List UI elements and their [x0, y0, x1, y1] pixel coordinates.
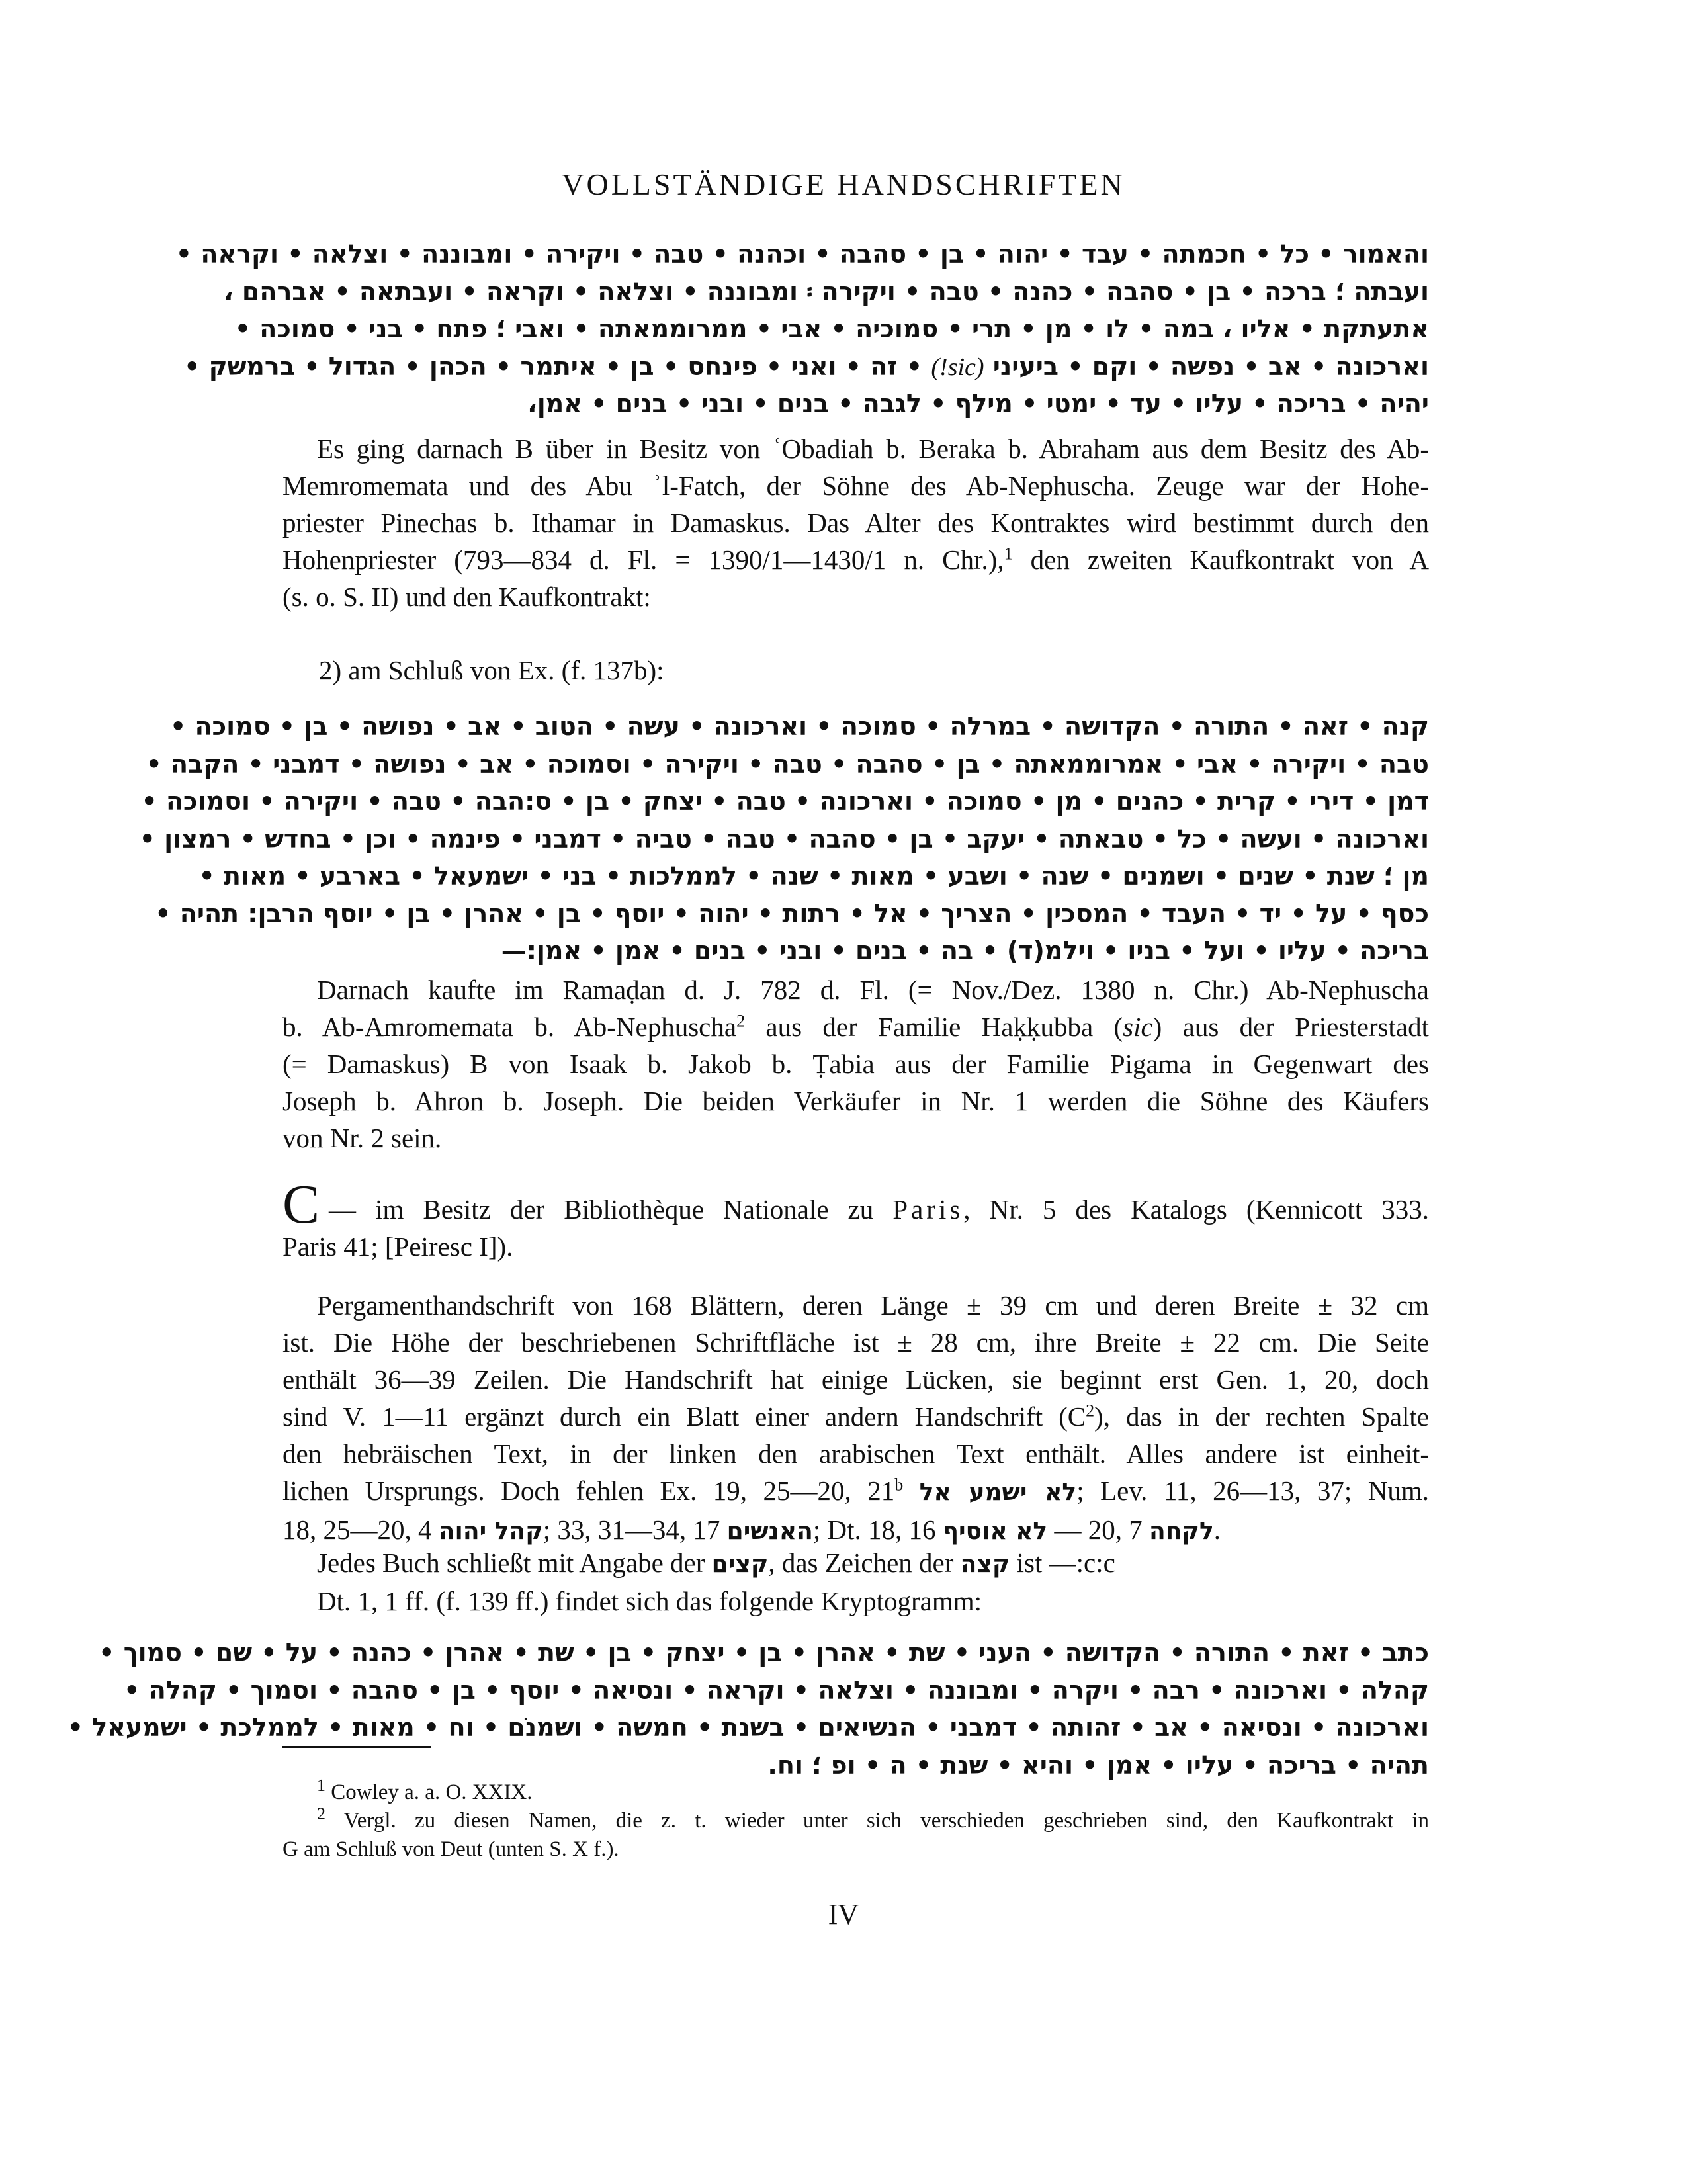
paragraph-manuscript-description — [282, 1287, 1429, 1550]
footnote-mark: 2 — [317, 1804, 325, 1823]
text: ; Lev. 11, 26—13, 37; Num. — [1076, 1475, 1430, 1506]
footnote-2-cont: G am Schluß von Deut (unten S. X f.). — [282, 1837, 619, 1861]
hebrew-line: קנה • זאה • התורה • הקדושה • במרלה • סמוכה • וארכונה • עשה • הטוב • אב • נפושה • בן • סמוכה • — [170, 712, 1429, 741]
text: — 20, 7 — [1047, 1514, 1149, 1545]
hebrew-line: כסף • על • יד • העבד • המסכין • הצריך • אל • רתות • יהוה • יוסף • בן • אהרן • בן • יוסף הרבן: תהיה • — [155, 898, 1429, 928]
text-line: den hebräischen Text, in der linken den arabischen Text enthält. Alles andere ist einheit- — [282, 1438, 1429, 1469]
hebrew-line: קהלה • וארכונה • רבה • ויקרה • ומבוננה • וצלאה • וקראה • ונסיאה • יוסף • בן • סהבה • וסמוך • קהלה • — [124, 1675, 1429, 1705]
page-number: IV — [828, 1898, 859, 1931]
text-paris: Paris — [892, 1194, 964, 1225]
text: , das Zeichen der — [768, 1548, 961, 1578]
footnote-ref-1[interactable]: 1 — [1004, 544, 1013, 564]
footnote-divider — [282, 1746, 431, 1748]
text: Pergamenthandschrift von 168 Blättern, deren Länge ± 39 cm und deren Breite ± 32 cm — [317, 1290, 1429, 1321]
text: ist —:c:c — [1010, 1548, 1115, 1578]
text: ; 33, 31—34, 17 — [542, 1514, 727, 1545]
footnote-mark: 1 — [317, 1776, 325, 1795]
text: ) aus der Priesterstadt — [1152, 1012, 1429, 1042]
text-line: (= Damaskus) B von Isaak b. Jakob b. Ṭabia aus der Familie Pigama in Gegenwart des — [282, 1049, 1429, 1079]
footnote-ref-2[interactable]: 2 — [736, 1011, 746, 1031]
text-line: (s. o. S. II) und den Kaufkontrakt: — [282, 582, 651, 612]
sic-note: (sic!) — [931, 353, 984, 381]
book-ending-note — [282, 1544, 1429, 1583]
text-line: Paris 41; [Peiresc I]). — [282, 1231, 513, 1262]
section-letter-c: C — [282, 1174, 320, 1235]
hebrew-text: • זה • ואני • פינחס • בן • איתמר • הכהן • הגדול • ברמשק • — [184, 351, 923, 381]
hebrew-line: והאמור • כל • חכמתה • עבד • יהוה • בן • סהבה • וכהנה • טבה • ויקירה • ומבוננה • וצלאה • וקראה • — [175, 240, 1429, 269]
hebrew-line: אתעתקת • אליו ، במה • לו • מן • תרי • סמוכיה • אבי • ממרוממאתה • ואבי ؛ פתח • בני • סמוכה • — [234, 314, 1429, 343]
hebrew-contract-2 — [139, 708, 1429, 970]
hebrew-line: מן ؛ שנת • שנים • ושמנים • שנה • ושבע • מאות • שנה • לממלכות • בני • ישמעאל • בארבע • מאות • — [198, 861, 1429, 891]
text: aus der Familie Haḳḳubba ( — [745, 1012, 1123, 1042]
hebrew-line: יהיה • בריכה • עליו • עד • ימטי • מילף • לגבה • בנים • ובני • בנים • אמן، — [527, 389, 1429, 418]
subheading-ex-137b — [282, 652, 1429, 689]
footnote-1 — [282, 1778, 1429, 1807]
text: Darnach kaufte im Ramaḍan d. J. 782 d. Fl. (= Nov./Dez. 1380 n. Chr.) Ab-Nephuscha — [317, 975, 1429, 1005]
hebrew-line — [184, 348, 1429, 386]
cryptogram-intro — [282, 1583, 1429, 1620]
footnotes — [282, 1778, 1429, 1864]
hebrew-quote: לקחה — [1148, 1518, 1214, 1545]
hebrew-line: בריכה • עליו • ועל • בניו • וילמ(ד) • בה • בנים • ובני • בנים • אמן • אמן:— — [501, 936, 1429, 965]
running-title: VOLLSTÄNDIGE HANDSCHRIFTEN — [562, 167, 1125, 201]
subheading-text: 2) am Schluß von Ex. (f. 137b): — [319, 655, 664, 685]
text-line — [282, 1287, 1429, 1324]
text: Es ging darnach B über in Besitz von ʿObadiah b. Beraka b. Abraham aus dem Besitz des Ab- — [317, 433, 1429, 464]
text: b. Ab-Amromemata b. Ab-Nephuscha — [282, 1012, 737, 1042]
text: , Nr. 5 des Katalogs (Kennicott 333. — [963, 1194, 1429, 1225]
paragraph-provenance-b — [282, 430, 1429, 615]
hebrew-line: תהיה • בריכה • עליו • אמן • והיא • שנת • ה • ופ ؛ וח. — [767, 1750, 1429, 1780]
text-line — [282, 1008, 1429, 1045]
text-line: priester Pinechas b. Ithamar in Damaskus. Das Alter des Kontraktes wird bestimmt durch den — [282, 507, 1429, 538]
hebrew-quote: לא אוסיף — [942, 1518, 1048, 1545]
text-line: enthält 36—39 Zeilen. Die Handschrift hat einige Lücken, sie beginnt erst Gen. 1, 20, doch — [282, 1364, 1429, 1395]
text: Jedes Buch schließt mit Angabe der — [317, 1548, 712, 1578]
text: lichen Ursprungs. Doch fehlen Ex. 19, 25—20, 21 — [282, 1475, 895, 1506]
hebrew-contract-1 — [175, 236, 1429, 423]
text-line: Memromemata und des Abu ʾl-Fatch, der Söhne des Ab-Nephuscha. Zeuge war der Hohe- — [282, 470, 1429, 501]
text-line — [282, 1472, 1429, 1511]
text: sind V. 1—11 ergänzt durch ein Blatt einer andern Handschrift (C — [282, 1401, 1086, 1432]
footnote-text: Cowley a. a. O. XXIX. — [331, 1780, 533, 1804]
hebrew-line: ועבתה ؛ ברכה • בן • סהבה • כהנה • טבה • ויקירה ፡ ומבוננה • וצלאה • וקראה • ועבתאה • אברהם ، — [224, 277, 1429, 306]
text-line: Joseph b. Ahron b. Joseph. Die beiden Verkäufer in Nr. 1 werden die Söhne des Käufers — [282, 1086, 1429, 1116]
hebrew-quote: האנשים — [726, 1518, 813, 1545]
text-line — [282, 1398, 1429, 1435]
hebrew-cryptogram — [67, 1634, 1429, 1784]
hebrew-text: וארכונה • אב • נפשה • וקם • ביעיני — [992, 351, 1429, 381]
text-line — [282, 430, 1429, 467]
sic-note: sic — [1123, 1012, 1153, 1042]
text-line: ist. Die Höhe der beschriebenen Schriftfläche ist ± 28 cm, ihre Breite ± 22 cm. Die Seite — [282, 1327, 1429, 1358]
text-line — [282, 1174, 1429, 1235]
hebrew-line: טבה • ויקירה • אבי • אמרוממאתה • בן • סהבה • טבה • ויקירה • וסמוכה • אב • נפושה • דמבני • הקבה • — [146, 749, 1429, 779]
text-line — [282, 541, 1429, 578]
hebrew-line: דמן • דירי • קרית • כהנים • מן • סמוכה • וארכונה • טבה • יצחק • בן • ס:הבה • טבה • ויקירה • וסמוכה • — [141, 787, 1429, 816]
hebrew-quote: לא ישמע אל — [919, 1479, 1077, 1506]
hebrew-line: וארכונה • ועשה • כל • טבאתה • יעקב • בן • סהבה • טבה • טביה • דמבני • פינמה • וכן • בחדש • רמצון • — [139, 824, 1429, 853]
text: Hohenpriester (793—834 d. Fl. = 1390/1—1430/1 n. Chr.), — [282, 545, 1004, 575]
text: den zweiten Kaufkontrakt von A — [1012, 545, 1430, 575]
text: ; Dt. 18, 16 — [812, 1514, 943, 1545]
footnote-text: Vergl. zu diesen Namen, die z. t. wieder unter sich verschieden geschrieben sind, den Kaufkontrakt in — [343, 1809, 1430, 1833]
footnote-2 — [282, 1804, 1430, 1835]
text: . — [1213, 1514, 1221, 1545]
section-c-heading — [282, 1174, 1429, 1265]
hebrew-quote: קצים — [711, 1551, 769, 1578]
hebrew-quote: קהל יהוה — [438, 1518, 543, 1545]
text: 18, 25—20, 4 — [282, 1514, 439, 1545]
paragraph-purchase-1380 — [282, 971, 1429, 1157]
text-line — [282, 971, 1429, 1008]
superscript: b — [894, 1475, 904, 1495]
hebrew-line: וארכונה • ונסיאה • אב • זהותה • דמבני • הנשיאים • בשנת • חמשה • ושמנֹם • וח • מאות • לממלכת • ישמעאל • — [67, 1713, 1429, 1742]
hebrew-line: כתב • זאת • התורה • הקדושה • העני • שת • אהרן • בן • יצחק • בן • שת • אהרן • כהנה • על • שם • סמוך • — [99, 1638, 1429, 1667]
text-line: von Nr. 2 sein. — [282, 1123, 442, 1153]
text: Dt. 1, 1 ff. (f. 139 ff.) findet sich das folgende Kryptogramm: — [317, 1586, 982, 1616]
hebrew-quote: קצה — [960, 1551, 1010, 1578]
text: — im Besitz der Bibliothèque Nationale zu — [329, 1194, 893, 1225]
superscript: 2 — [1086, 1401, 1095, 1420]
text: ), das in der rechten Spalte — [1094, 1401, 1429, 1432]
